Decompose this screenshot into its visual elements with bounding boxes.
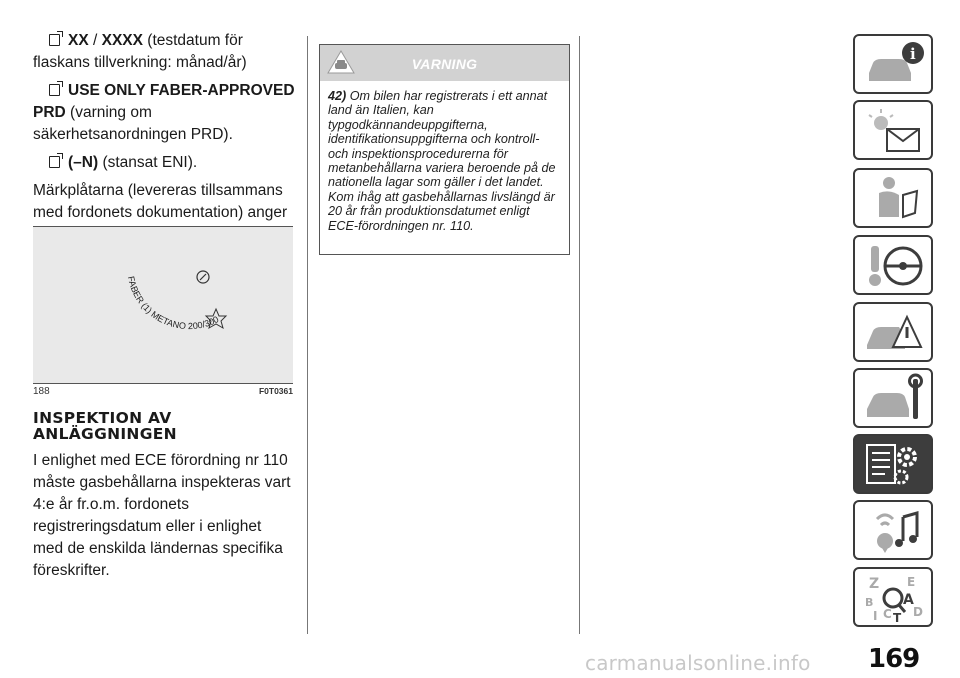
warning-header (320, 45, 569, 81)
bullet-text: (varning om säkerhetsanordningen PRD). (33, 104, 233, 143)
bullet-test-date (33, 30, 295, 74)
warning-box (319, 44, 570, 255)
bullet-bold-text-2: XXXX (101, 32, 143, 49)
bullet-bold-text: USE ONLY FABER-APPROVED PRD (33, 82, 295, 121)
car-service-icon (863, 373, 925, 425)
svg-text:E: E (907, 575, 916, 589)
bullet-separator: / (88, 32, 102, 49)
warning-title: VARNING (411, 56, 478, 72)
svg-text:Z: Z (869, 576, 880, 592)
bullet-text: (stansat ENI). (102, 154, 198, 171)
sidebar-tab-technical-data[interactable] (853, 434, 933, 494)
sidebar-tab-index[interactable] (853, 567, 933, 627)
section-body: I enlighet med ECE förordning nr 110 måste gasbehållarna inspekteras vart 4:e år fr.o.m. fordonets registreringsdatum eller i enlighet med de enskilda ländernas specifika föreskrifter. (33, 452, 291, 579)
checkbox-bullet-icon (49, 156, 60, 168)
label-paragraph: Märkplåtarna (levereras tillsammans med fordonets dokumentation) anger (33, 182, 288, 221)
section-heading-line-2: ANLÄGGNINGEN (33, 425, 177, 443)
bullet-eni (33, 152, 295, 174)
sidebar-tab-safety[interactable] (853, 168, 933, 228)
svg-text:FABER (1) METANO 200/300 Bar ( (33, 227, 220, 331)
bullet-prd (33, 80, 295, 146)
section-heading-line-1: INSPEKTION AV (33, 409, 172, 427)
warning-number: 42) (328, 89, 347, 103)
sidebar-tab-maintenance[interactable] (853, 368, 933, 428)
warning-text (320, 81, 569, 233)
watermark: carmanualsonline.info (585, 651, 811, 675)
technical-data-icon (863, 439, 925, 491)
svg-text:C: C (883, 607, 892, 621)
svg-text:T: T (893, 611, 902, 624)
svg-text:D: D (913, 605, 923, 619)
car-emergency-icon (863, 307, 925, 359)
page-number: 169 (868, 644, 920, 674)
index-icon (863, 572, 925, 624)
chapter-sidebar (853, 0, 933, 678)
column-divider (579, 36, 580, 634)
figure-code: F0T0361 (258, 386, 293, 396)
svg-text:I: I (873, 609, 878, 623)
column-divider (307, 36, 308, 634)
car-info-icon (863, 39, 925, 91)
seat-safety-icon (863, 173, 925, 225)
svg-text:i: i (910, 45, 916, 63)
figure-caption (33, 386, 293, 397)
figure-number: 188 (33, 386, 50, 397)
dashboard-lights-icon (863, 105, 925, 157)
section-heading (33, 410, 303, 442)
checkbox-bullet-icon (49, 34, 60, 46)
svg-text:B: B (865, 596, 874, 609)
cylinder-stamp-illustration (33, 227, 293, 383)
bullet-text: (testdatum för flaskans tillverkning: månad/år) (33, 32, 247, 71)
checkbox-bullet-icon (49, 84, 60, 96)
multimedia-icon (863, 505, 925, 557)
sidebar-tab-dashboard[interactable] (853, 100, 933, 160)
sidebar-tab-car-info[interactable] (853, 34, 933, 94)
svg-text:A: A (903, 592, 914, 608)
sidebar-tab-emergency[interactable] (853, 302, 933, 362)
bullet-bold-text: XX (68, 32, 89, 49)
sidebar-tab-starting[interactable] (853, 235, 933, 295)
sidebar-tab-multimedia[interactable] (853, 500, 933, 560)
stamp-text: FABER (1) METANO 200/300 (125, 275, 221, 332)
bullet-bold-text: (–N) (68, 154, 99, 171)
figure-188 (33, 226, 293, 384)
warning-body-text: Om bilen har registrerats i ett annat land än Italien, kan typgodkännandeuppgifterna, identifikationsuppgifterna och kontroll- och inspektionsprocedurerna för metanbehållarna variera beroende på de nationella lagar som gäller i det landet. Kom ihåg att gasbehållarnas livslängd är 20 år från produktionsdatumet enligt ECE-förordningen nr. 110. (328, 89, 556, 233)
key-steering-icon (863, 240, 925, 292)
